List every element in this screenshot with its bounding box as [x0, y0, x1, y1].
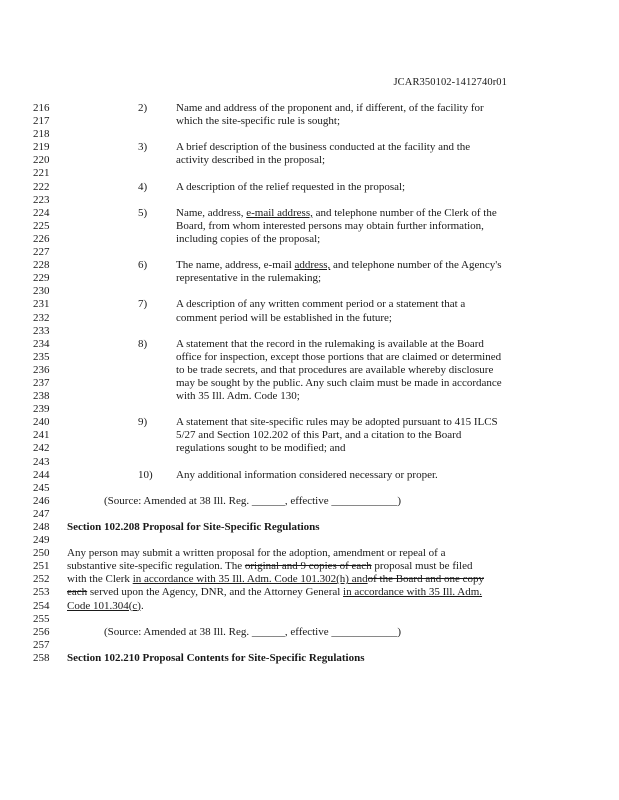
document-id-header: JCAR350102-1412740r01	[393, 77, 507, 88]
line-number: 249	[33, 534, 50, 547]
line-number: 238	[33, 390, 50, 403]
line-text	[176, 220, 484, 233]
text-segment: The name, address, e-mail	[176, 259, 295, 272]
text-segment: 5/27 and Section 102.202 of this Part, and a citation to the Board	[176, 429, 462, 442]
document-line	[0, 246, 619, 259]
line-text	[176, 312, 392, 325]
text-segment: including copies of the proposal;	[176, 232, 321, 245]
document-line	[0, 325, 619, 338]
text-segment: A statement that site-specific rules may be adopted pursuant to 415 ILCS	[176, 416, 498, 429]
text-segment: comment period will be established in the future;	[176, 311, 392, 324]
text-segment: A description of any written comment period or a statement that a	[176, 298, 466, 311]
line-number: 236	[33, 363, 50, 376]
document-line	[0, 456, 619, 469]
line-number: 235	[33, 350, 50, 363]
line-number: 246	[33, 494, 50, 507]
line-text	[67, 560, 472, 573]
text-segment: and telephone number of the Agency's	[330, 259, 502, 272]
document-line	[0, 141, 619, 154]
text-segment: A description of the relief requested in the proposal;	[176, 180, 406, 193]
line-number: 218	[33, 128, 50, 141]
document-line	[0, 194, 619, 207]
document-line	[0, 285, 619, 298]
line-text	[176, 469, 438, 482]
inserted-text: in accordance with 35 Ill. Adm. Code 101.302(h) and	[132, 573, 368, 586]
line-number: 253	[33, 586, 50, 599]
line-number: 239	[33, 403, 50, 416]
document-line	[0, 469, 619, 482]
line-number: 245	[33, 481, 50, 494]
line-text	[176, 416, 498, 429]
line-text	[67, 586, 482, 599]
line-number: 252	[33, 573, 50, 586]
text-segment: (Source: Amended at 38 Ill. Reg. ______, effective ____________)	[104, 494, 402, 507]
document-line	[0, 390, 619, 403]
list-item-marker: 3)	[138, 141, 148, 154]
line-text	[176, 298, 465, 311]
list-item-marker: 7)	[138, 298, 148, 311]
line-number: 222	[33, 180, 50, 193]
text-segment: office for inspection, except those portions that are claimed or determined	[176, 350, 502, 363]
line-text	[176, 102, 484, 115]
list-item-marker: 10)	[138, 468, 153, 481]
line-number: 225	[33, 219, 50, 232]
document-line	[0, 442, 619, 455]
document-line	[0, 547, 619, 560]
section-heading: Section 102.208 Proposal for Site-Specific Regulations	[67, 521, 320, 533]
document-line	[0, 626, 619, 639]
text-segment: A brief description of the business conducted at the facility and the	[176, 141, 471, 154]
line-text	[104, 495, 401, 508]
line-text	[176, 377, 502, 390]
line-number: 258	[33, 651, 50, 664]
document-line	[0, 600, 619, 613]
line-number: 237	[33, 376, 50, 389]
line-text	[176, 181, 405, 194]
document-line	[0, 338, 619, 351]
text-segment: with the Clerk	[67, 573, 133, 586]
line-number: 221	[33, 167, 50, 180]
line-number: 228	[33, 259, 50, 272]
document-line	[0, 220, 619, 233]
text-segment: representative in the rulemaking;	[176, 272, 322, 285]
document-line	[0, 259, 619, 272]
document-line	[0, 351, 619, 364]
text-segment: may be sought by the public. Any such claim must be made in accordance	[176, 376, 502, 389]
line-number: 244	[33, 468, 50, 481]
document-line	[0, 207, 619, 220]
text-segment: to be trade secrets, and that procedures are available whereby disclosure	[176, 363, 494, 376]
line-number: 216	[33, 102, 50, 114]
line-text	[176, 351, 501, 364]
line-text	[67, 521, 320, 534]
line-number: 257	[33, 638, 50, 651]
section-heading: Section 102.210 Proposal Contents for Site-Specific Regulations	[67, 651, 365, 664]
document-line	[0, 364, 619, 377]
line-number: 232	[33, 311, 50, 324]
document-line	[0, 534, 619, 547]
document-line	[0, 115, 619, 128]
document-body	[0, 102, 619, 665]
line-number: 234	[33, 337, 50, 350]
line-number: 230	[33, 285, 50, 298]
text-segment: substantive site-specific regulation. The	[67, 560, 245, 573]
document-line	[0, 652, 619, 665]
inserted-text: address,	[294, 259, 331, 272]
line-text	[67, 652, 365, 665]
inserted-text: in accordance with 35 Ill. Adm.	[343, 586, 483, 599]
list-item-marker: 8)	[138, 337, 148, 350]
line-number: 219	[33, 141, 50, 154]
text-segment: .	[140, 599, 144, 612]
document-line	[0, 560, 619, 573]
line-text	[67, 600, 144, 613]
document-line	[0, 508, 619, 521]
document-line	[0, 573, 619, 586]
document-line	[0, 416, 619, 429]
list-item-marker: 4)	[138, 180, 148, 193]
deleted-text: original and 9 copies of each	[244, 560, 372, 573]
line-number: 243	[33, 455, 50, 468]
document-line	[0, 181, 619, 194]
text-segment: activity described in the proposal;	[176, 154, 326, 167]
line-text	[176, 115, 340, 128]
text-segment: Name and address of the proponent and, if different, of the facility for	[176, 102, 484, 114]
document-line	[0, 495, 619, 508]
document-line	[0, 167, 619, 180]
text-segment: Name, address,	[176, 206, 247, 219]
list-item-marker: 2)	[138, 102, 148, 114]
line-text	[67, 573, 484, 586]
list-item-marker: 6)	[138, 259, 148, 272]
line-number: 231	[33, 298, 50, 311]
line-number: 250	[33, 547, 50, 560]
document-line	[0, 429, 619, 442]
deleted-text: of the Board and one copy	[367, 573, 484, 586]
text-segment: regulations sought to be modified; and	[176, 442, 346, 455]
line-text	[104, 626, 401, 639]
line-number: 241	[33, 429, 50, 442]
line-number: 224	[33, 206, 50, 219]
document-line	[0, 586, 619, 599]
line-text	[176, 429, 461, 442]
line-text	[176, 272, 321, 285]
line-number: 240	[33, 416, 50, 429]
line-text	[176, 154, 325, 167]
inserted-text: Code 101.304(c)	[67, 599, 141, 612]
list-item-marker: 5)	[138, 206, 148, 219]
document-line	[0, 233, 619, 246]
line-number: 251	[33, 560, 50, 573]
line-number: 227	[33, 246, 50, 259]
line-number: 247	[33, 507, 50, 520]
document-line	[0, 639, 619, 652]
document-line	[0, 154, 619, 167]
list-item-marker: 9)	[138, 416, 148, 429]
inserted-text: e-mail address,	[246, 206, 313, 219]
line-number: 242	[33, 442, 50, 455]
line-number: 220	[33, 154, 50, 167]
text-segment: Any additional information considered necessary or proper.	[176, 468, 438, 481]
line-number: 217	[33, 115, 50, 128]
text-segment: and telephone number of the Clerk of the	[312, 206, 497, 219]
document-line	[0, 377, 619, 390]
deleted-text: each	[67, 586, 88, 599]
line-number: 233	[33, 324, 50, 337]
text-segment: served upon the Agency, DNR, and the Attorney General	[87, 586, 344, 599]
text-segment: proposal must be filed	[371, 560, 473, 573]
document-line	[0, 128, 619, 141]
line-text	[67, 547, 445, 560]
text-segment: A statement that the record in the rulemaking is available at the Board	[176, 337, 484, 350]
text-segment: Board, from whom interested persons may obtain further information,	[176, 219, 484, 232]
line-text	[176, 259, 501, 272]
text-segment: with 35 Ill. Adm. Code 130;	[176, 390, 300, 403]
document-line	[0, 521, 619, 534]
document-line	[0, 312, 619, 325]
line-number: 255	[33, 612, 50, 625]
text-segment: Any person may submit a written proposal for the adoption, amendment or repeal of a	[67, 547, 446, 560]
line-text	[176, 141, 470, 154]
line-text	[176, 207, 497, 220]
document-line	[0, 613, 619, 626]
document-line	[0, 403, 619, 416]
text-segment: which the site-specific rule is sought;	[176, 115, 341, 128]
line-text	[176, 390, 300, 403]
document-line	[0, 272, 619, 285]
line-number: 226	[33, 232, 50, 245]
line-text	[176, 338, 484, 351]
document-line	[0, 102, 619, 115]
line-text	[176, 233, 320, 246]
text-segment: (Source: Amended at 38 Ill. Reg. ______, effective ____________)	[104, 625, 402, 638]
document-line	[0, 298, 619, 311]
line-number: 248	[33, 521, 50, 533]
line-text	[176, 364, 493, 377]
line-number: 256	[33, 625, 50, 638]
line-number: 223	[33, 193, 50, 206]
line-text	[176, 442, 346, 455]
line-number: 254	[33, 599, 50, 612]
document-line	[0, 482, 619, 495]
line-number: 229	[33, 272, 50, 285]
